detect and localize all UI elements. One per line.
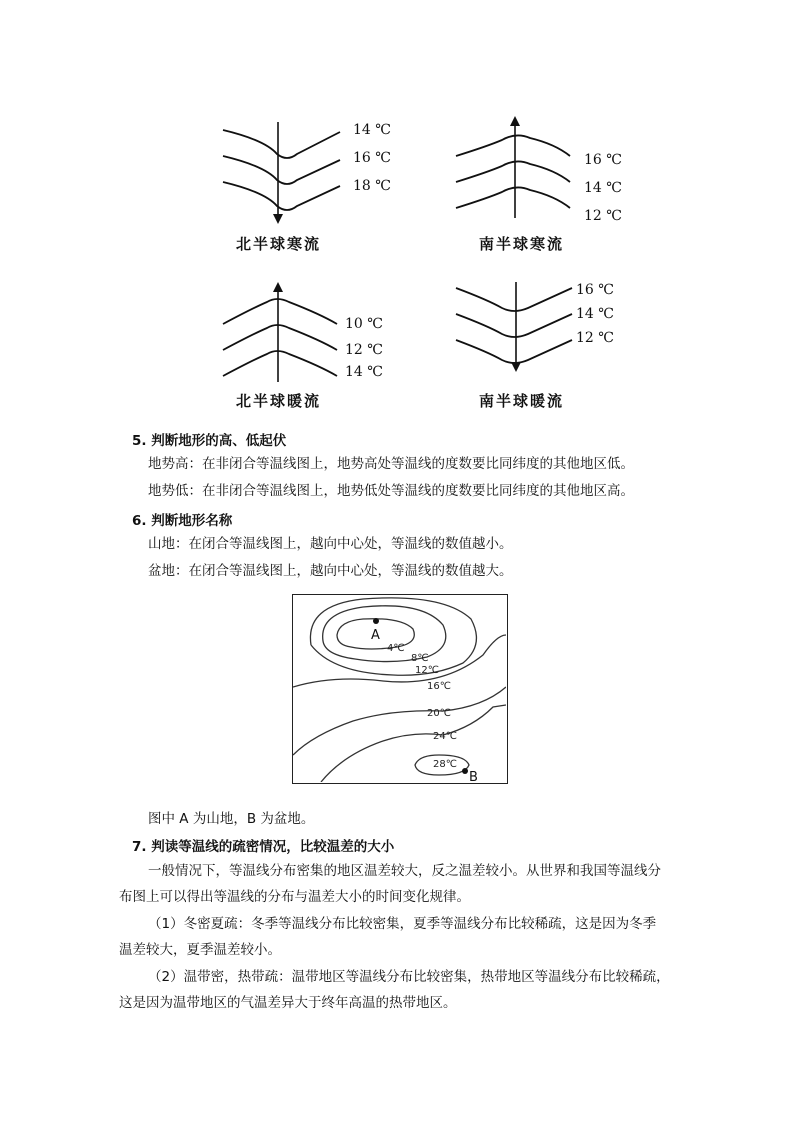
paragraph-line: 盆地：在闭合等温线图上，越向中心处，等温线的数值越大。 — [148, 563, 513, 579]
isotherm-line — [456, 161, 570, 182]
section-heading: 6. 判断地形名称 — [132, 513, 233, 529]
diagram-caption: 北半球寒流 — [236, 235, 322, 253]
isotherm-label: 16℃ — [427, 681, 451, 692]
paragraph-line: （2）温带密，热带疏：温带地区等温线分布比较密集，热带地区等温线分布比较稀疏， — [148, 969, 670, 985]
isotherm-line — [223, 182, 340, 210]
diagram-sh-warm-current — [450, 278, 670, 388]
isotherm-label: 12 ℃ — [576, 330, 614, 346]
isotherm-map-figure — [293, 595, 506, 782]
section-heading: 5. 判断地形的高、低起伏 — [132, 433, 287, 449]
paragraph-line: 温差较大，夏季温差较小。 — [119, 942, 281, 958]
nh-warm-current-figure — [215, 278, 435, 388]
isotherm-line — [223, 130, 340, 158]
isotherm-label: 10 ℃ — [345, 316, 383, 332]
paragraph-line: 一般情况下，等温线分布密集的地区温差较大，反之温差较小。从世界和我国等温线分 — [148, 863, 661, 879]
point-a-marker — [373, 618, 379, 624]
diagram-nh-warm-current — [215, 278, 435, 388]
isotherm-line — [456, 135, 570, 156]
isotherm-line — [223, 351, 337, 376]
isotherm-label: 16 ℃ — [576, 282, 614, 298]
paragraph-line: 地势高：在非闭合等温线图上，地势高处等温线的度数要比同纬度的其他地区低。 — [148, 456, 634, 472]
point-a-label: A — [371, 628, 380, 643]
isotherm-line — [456, 187, 570, 208]
arrow-up-icon — [273, 282, 283, 292]
map-caption: 图中 A 为山地，B 为盆地。 — [148, 811, 315, 827]
paragraph-line: 山地：在闭合等温线图上，越向中心处，等温线的数值越小。 — [148, 536, 513, 552]
arrow-down-icon — [511, 362, 521, 372]
isotherm-label: 12 ℃ — [584, 208, 622, 224]
isotherm-line — [223, 299, 337, 324]
isotherm-label: 20℃ — [427, 708, 451, 719]
diagram-caption: 南半球寒流 — [479, 235, 565, 253]
isotherm-label: 24℃ — [433, 731, 457, 742]
isotherm-label: 14 ℃ — [584, 180, 622, 196]
isotherm-line — [223, 325, 337, 350]
isotherm-label: 14 ℃ — [353, 122, 391, 138]
isotherm-line — [456, 340, 572, 363]
isotherm-line — [456, 314, 572, 337]
isotherm-label: 12℃ — [415, 665, 439, 676]
isotherm-label: 28℃ — [433, 759, 457, 770]
isotherm-label: 16 ℃ — [353, 150, 391, 166]
isotherm-map — [292, 594, 508, 784]
isotherm-line — [321, 705, 506, 782]
isotherm-label: 16 ℃ — [584, 152, 622, 168]
isotherm-label: 12 ℃ — [345, 342, 383, 358]
sh-warm-current-figure — [450, 278, 670, 388]
paragraph-line: 布图上可以得出等温线的分布与温差大小的时间变化规律。 — [119, 889, 470, 905]
isotherm-line — [310, 598, 476, 675]
isotherm-line — [456, 288, 572, 311]
isotherm-label: 4℃ — [387, 643, 405, 654]
arrow-down-icon — [273, 214, 283, 224]
isotherm-line — [223, 156, 340, 184]
diagram-caption: 南半球暖流 — [479, 392, 565, 410]
section-heading: 7. 判读等温线的疏密情况，比较温差的大小 — [132, 839, 395, 855]
point-b-marker — [462, 768, 468, 774]
paragraph-line: （1）冬密夏疏：冬季等温线分布比较密集，夏季等温线分布比较稀疏，这是因为冬季 — [148, 916, 657, 932]
paragraph-line: 地势低：在非闭合等温线图上，地势低处等温线的度数要比同纬度的其他地区高。 — [148, 483, 634, 499]
diagram-caption: 北半球暖流 — [236, 392, 322, 410]
isotherm-label: 18 ℃ — [353, 178, 391, 194]
point-b-label: B — [469, 770, 478, 782]
paragraph-line: 这是因为温带地区的气温差异大于终年高温的热带地区。 — [119, 995, 457, 1011]
isotherm-line — [293, 687, 506, 755]
isotherm-label: 14 ℃ — [576, 306, 614, 322]
isotherm-label: 14 ℃ — [345, 364, 383, 380]
arrow-up-icon — [510, 116, 520, 126]
isotherm-label: 8℃ — [411, 653, 429, 664]
